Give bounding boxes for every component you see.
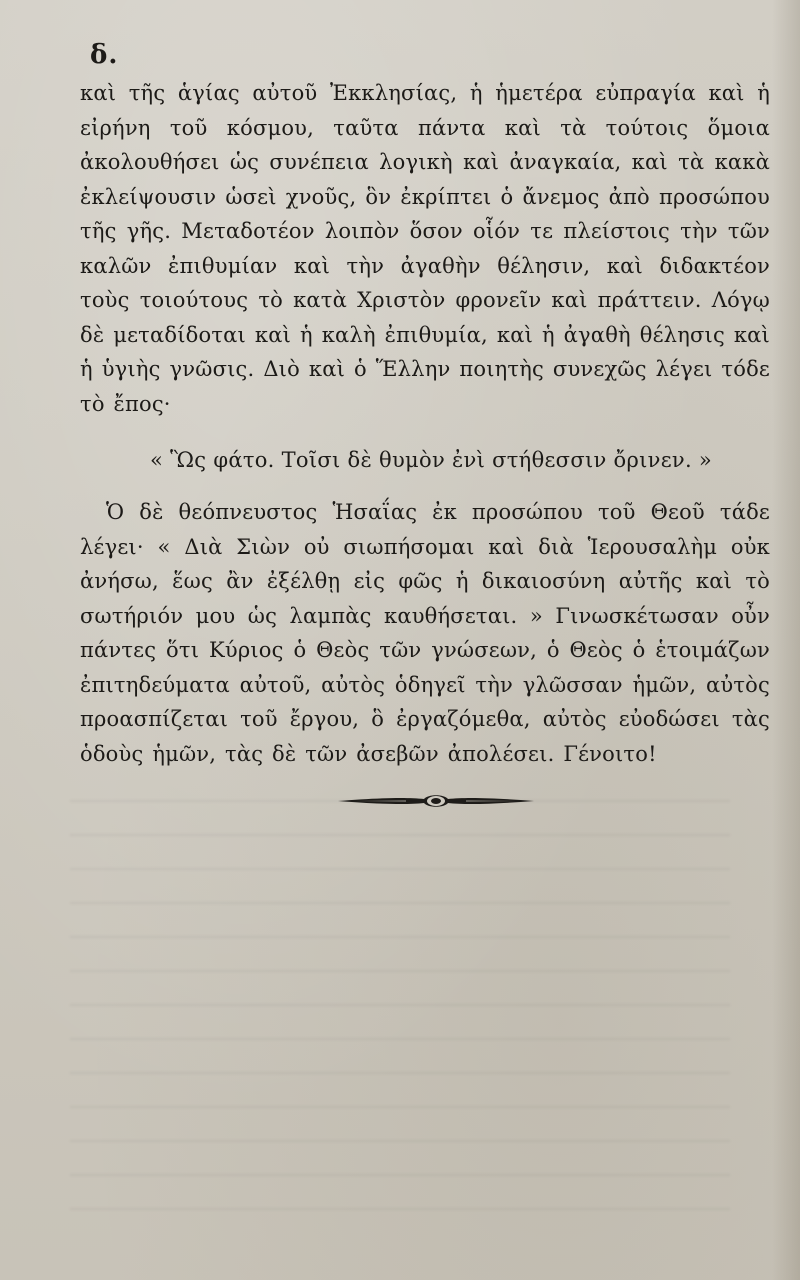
paragraph-2 [80,495,770,771]
paragraph-1: καὶ τῆς ἁγίας αὐτοῦ Ἐκκλησίας, ἡ ἡμετέρα εὐπραγία καὶ ἡ εἰρήνη τοῦ κόσμου, ταῦτα πάντα καὶ τὰ τούτοις ὅμοια ἀκολουθήσει ὡς συνέπεια λογικὴ καὶ ἀναγκαία, καὶ τὰ κακὰ ἐκλείψουσιν ὡσεὶ χνοῦς, ὃν ἐκρίπτει ὁ ἄνεμος ἀπὸ προσώπου τῆς γῆς. Μεταδοτέον λοιπὸν ὅσον οἷόν τε πλείστοις τὴν τῶν καλῶν ἐπιθυμίαν καὶ τὴν ἀγαθὴν θέλησιν, καὶ διδακτέον τοὺς τοιούτους τὸ κατὰ Χριστὸν φρονεῖν καὶ πράττειν. Λόγῳ δὲ μεταδίδοται καὶ ἡ καλὴ ἐπιθυμία, καὶ ἡ ἀγαθὴ θέλησις καὶ ἡ ὑγιὴς γνῶσις. Διὸ καὶ ὁ Ἕλλην ποιητὴς συνεχῶς λέγει τόδε τὸ ἔπος· [80,81,770,416]
page-number: δ. [90,40,119,70]
homeric-verse-quote: « Ὣς φάτο. Τοῖσι δὲ θυμὸν ἐνὶ στήθεσσιν ὄρινεν. » [150,448,713,472]
show-through-texture [70,800,730,1220]
tailpiece-ornament-icon [336,788,536,814]
paragraph-2-text: Ὁ δὲ θεόπνευστος Ἡσαΐας ἐκ προσώπου τοῦ Θεοῦ τάδε λέγει· « Διὰ Σιὼν οὐ σιωπήσομαι καὶ διὰ Ἱερουσαλὴμ οὐκ ἀνήσω, ἕως ἂν ἐξέλθῃ εἰς φῶς ἡ δικαιοσύνη αὐτῆς καὶ τὸ σωτήριόν μου ὡς λαμπὰς καυθήσεται. » Γινωσκέτωσαν οὖν πάντες ὅτι Κύριος ὁ Θεὸς τῶν γνώσεων, ὁ Θεὸς ὁ ἑτοιμάζων ἐπιτηδεύματα αὐτοῦ, αὐτὸς ὁδηγεῖ τὴν γλῶσσαν ἡμῶν, αὐτὸς προασπίζεται τοῦ ἔργου, ὃ ἐργαζόμεθα, αὐτὸς εὐοδώσει τὰς ὁδοὺς ἡμῶν, τὰς δὲ τῶν ἀσεβῶν ἀπολέσει. Γένοιτο! [80,500,770,766]
main-text [80,76,770,771]
